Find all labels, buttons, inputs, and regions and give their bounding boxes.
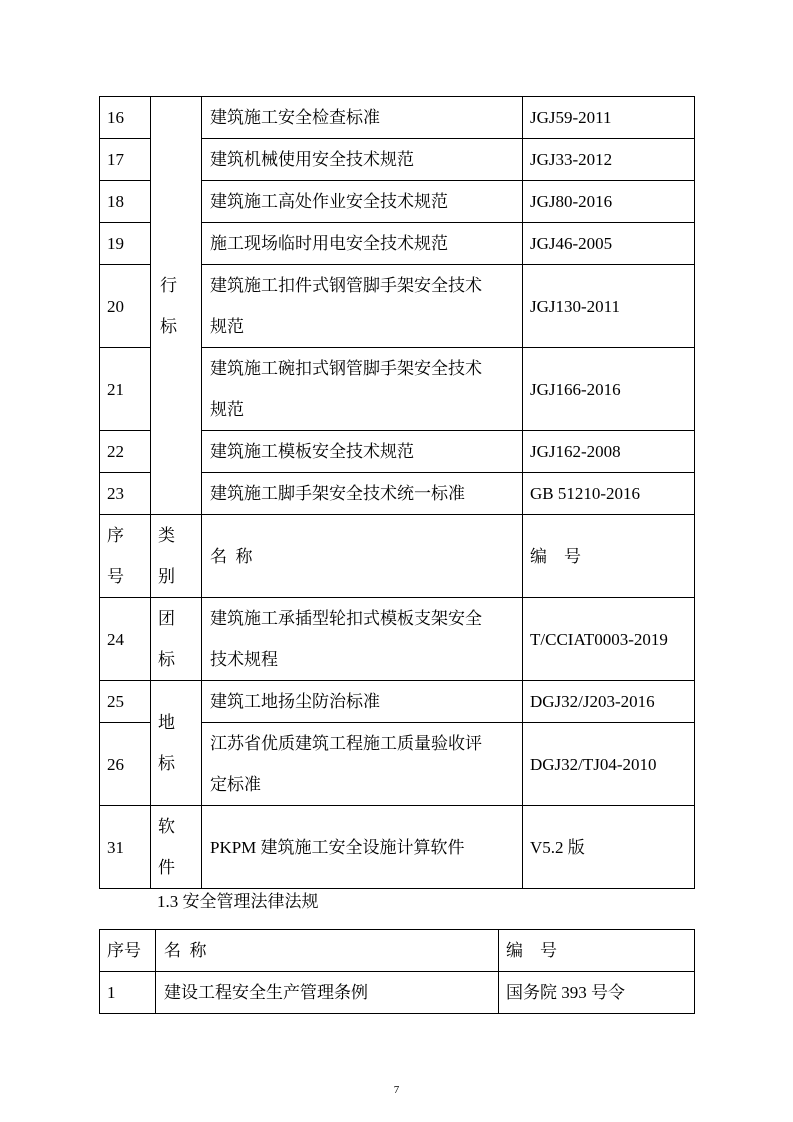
header-name: 名 称 — [202, 515, 523, 598]
category-char: 团 — [158, 609, 175, 628]
standard-name — [202, 348, 523, 431]
header-code: 编 号 — [499, 930, 695, 972]
standard-code: JGJ80-2016 — [523, 181, 695, 223]
table-header-row — [100, 930, 695, 972]
standard-name: 建筑施工模板安全技术规范 — [202, 431, 523, 473]
software-version: V5.2 版 — [523, 806, 695, 889]
category-cell — [151, 806, 202, 889]
standard-name: 建筑机械使用安全技术规范 — [202, 139, 523, 181]
standard-code: JGJ162-2008 — [523, 431, 695, 473]
row-number: 23 — [100, 473, 151, 515]
row-number: 16 — [100, 97, 151, 139]
standard-name: 建筑施工安全检查标准 — [202, 97, 523, 139]
regulation-code: 国务院 393 号令 — [499, 972, 695, 1014]
category-char: 软 — [158, 817, 175, 836]
header-code: 编 号 — [523, 515, 695, 598]
regulations-table — [99, 929, 695, 1014]
category-char: 标 — [160, 316, 177, 336]
header-char: 类 — [158, 526, 175, 545]
table-row — [100, 681, 695, 723]
standard-name — [202, 265, 523, 348]
standard-name — [202, 723, 523, 806]
standard-name-line: 定标准 — [210, 775, 261, 794]
table-header-row — [100, 515, 695, 598]
standard-name: 建筑施工高处作业安全技术规范 — [202, 181, 523, 223]
standard-name-line: 建筑施工承插型轮扣式模板支架安全 — [210, 609, 482, 628]
standard-code: DGJ32/J203-2016 — [523, 681, 695, 723]
category-char: 标 — [158, 754, 175, 773]
header-char: 号 — [107, 567, 124, 586]
row-number: 26 — [100, 723, 151, 806]
category-cell — [151, 97, 202, 515]
standard-name-line: 技术规程 — [210, 650, 278, 669]
standard-name-line: 建筑施工扣件式钢管脚手架安全技术 — [210, 276, 482, 295]
page-number: 7 — [393, 1084, 400, 1096]
header-char: 别 — [158, 567, 175, 586]
category-char: 地 — [158, 713, 175, 732]
software-name: PKPM 建筑施工安全设施计算软件 — [202, 806, 523, 889]
category-char: 件 — [158, 858, 175, 877]
table-row — [100, 97, 695, 139]
standard-code: DGJ32/TJ04-2010 — [523, 723, 695, 806]
category-char: 行 — [160, 275, 177, 295]
standards-table — [99, 96, 695, 889]
row-number: 19 — [100, 223, 151, 265]
category-cell — [151, 681, 202, 806]
header-category — [151, 515, 202, 598]
category-char: 标 — [158, 650, 175, 669]
section-title: 1.3 安全管理法律法规 — [157, 892, 319, 911]
standard-code: T/CCIAT0003-2019 — [523, 598, 695, 681]
standard-name: 建筑施工脚手架安全技术统一标准 — [202, 473, 523, 515]
standard-name-line: 江苏省优质建筑工程施工质量验收评 — [210, 734, 482, 753]
header-number: 序号 — [100, 930, 156, 972]
table-row — [100, 806, 695, 889]
row-number: 1 — [100, 972, 156, 1014]
standard-name — [202, 598, 523, 681]
standard-code: JGJ46-2005 — [523, 223, 695, 265]
standard-name: 建筑工地扬尘防治标准 — [202, 681, 523, 723]
category-cell — [151, 598, 202, 681]
standard-name: 施工现场临时用电安全技术规范 — [202, 223, 523, 265]
row-number: 24 — [100, 598, 151, 681]
header-char: 序 — [107, 526, 124, 545]
standard-code: JGJ33-2012 — [523, 139, 695, 181]
table-row — [100, 972, 695, 1014]
row-number: 22 — [100, 431, 151, 473]
header-number — [100, 515, 151, 598]
standard-code: JGJ166-2016 — [523, 348, 695, 431]
row-number: 25 — [100, 681, 151, 723]
standard-name-line: 规范 — [210, 317, 244, 336]
standard-name-line: 建筑施工碗扣式钢管脚手架安全技术 — [210, 359, 482, 378]
header-name: 名 称 — [156, 930, 499, 972]
row-number: 20 — [100, 265, 151, 348]
standard-code: GB 51210-2016 — [523, 473, 695, 515]
standard-code: JGJ59-2011 — [523, 97, 695, 139]
table-row — [100, 598, 695, 681]
standard-name-line: 规范 — [210, 400, 244, 419]
row-number: 18 — [100, 181, 151, 223]
row-number: 17 — [100, 139, 151, 181]
row-number: 31 — [100, 806, 151, 889]
row-number: 21 — [100, 348, 151, 431]
standard-code: JGJ130-2011 — [523, 265, 695, 348]
regulation-name: 建设工程安全生产管理条例 — [156, 972, 499, 1014]
